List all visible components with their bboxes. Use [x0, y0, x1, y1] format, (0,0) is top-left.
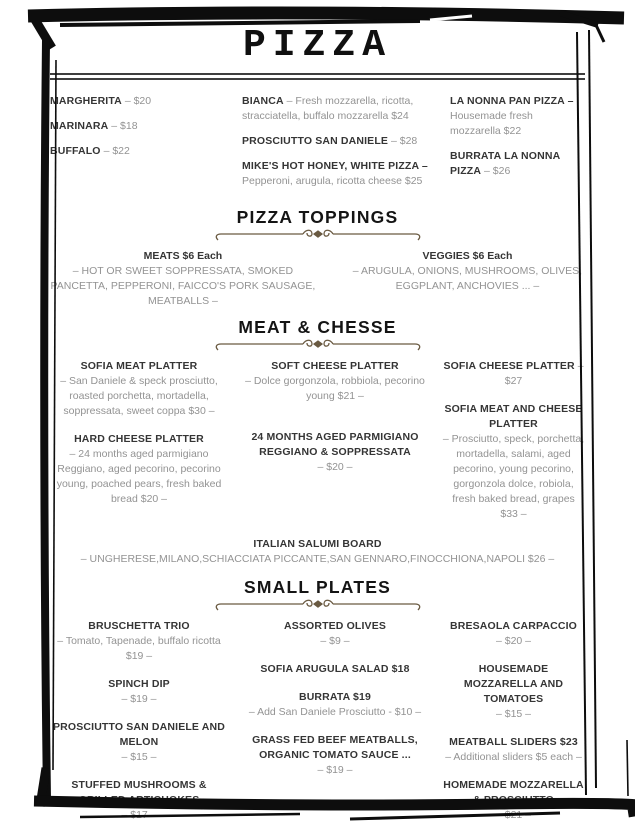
menu-item [242, 159, 438, 189]
menu-item-name: GRASS FED BEEF MEATBALLS, ORGANIC TOMATO SAUCE ... [252, 734, 418, 761]
menu-item-price: – $15 – [495, 708, 532, 720]
toppings-group-title: MEATS $6 Each [143, 250, 223, 262]
menu-item [450, 149, 585, 179]
menu-item [50, 720, 228, 765]
menu-item [240, 359, 430, 404]
menu-item-name: BIANCA [242, 95, 284, 107]
menu-item [442, 359, 585, 389]
scroll-flourish-divider-icon [213, 339, 423, 352]
title-rule [50, 73, 585, 80]
menu-item-name: BRUSCHETTA TRIO [88, 620, 190, 632]
menu-item-desc: – 24 months aged parmigiano Reggiano, aged pecorino, pecorino young, poached pears, fresh baked bread $20 – [56, 448, 222, 505]
menu-item-price: – $28 [390, 135, 418, 147]
menu-item-name: MEATBALL SLIDERS $23 [449, 736, 578, 748]
menu-item-name: SOFIA CHEESE PLATTER [443, 360, 575, 372]
menu-item [50, 778, 228, 823]
menu-item [50, 94, 230, 109]
pizza-column-1 [50, 94, 230, 199]
menu-item [450, 94, 585, 139]
menu-item-name: PROSCIUTTO SAN DANIELE AND MELON [53, 721, 225, 748]
menu-item [240, 430, 430, 475]
menu-item-desc: – Fresh mozzarella, ricotta, stracciatella, buffalo mozzarella $24 [242, 95, 414, 122]
menu-item [442, 735, 585, 765]
small-plates-column-1 [50, 619, 228, 836]
menu-item-desc: – Additional sliders $5 each – [445, 751, 582, 763]
menu-item-name: SOFIA MEAT PLATTER [80, 360, 198, 372]
pizza-column-3 [450, 94, 585, 199]
small-plates-column-2 [240, 619, 430, 836]
menu-item-name: SOFIA MEAT AND CHEESE PLATTER [444, 403, 583, 430]
menu-item-price: – $19 – [121, 693, 157, 705]
menu-item-price: – $20 – [317, 461, 353, 473]
menu-item-name: STUFFED MUSHROOMS & GRILLED ARTICHOKES [71, 779, 207, 806]
menu-item-price: – $20 – [495, 635, 532, 647]
menu-item-name: HOMEMADE MOZZARELLA & PROSCIUTTO [443, 779, 584, 806]
menu-item-desc: – San Daniele & speck prosciutto, roasted porchetta, mortadella, soppressata, sweet coppa $30 – [60, 375, 218, 417]
menu-item [50, 359, 228, 419]
section-header-small-plates: SMALL PLATES [244, 577, 391, 597]
menu-item [240, 662, 430, 677]
menu-item-name: BURRATA LA NONNA PIZZA [450, 150, 560, 177]
menu-item-price: – $21 – [495, 809, 532, 821]
menu-item-price: – $22 [103, 145, 130, 157]
menu-item [240, 690, 430, 720]
menu-item-price: – $9 – [320, 635, 350, 647]
menu-item-name: LA NONNA PAN PIZZA – [450, 95, 574, 107]
menu-item-price: – $27 [504, 360, 584, 387]
menu-item-name: BURRATA $19 [298, 691, 372, 703]
menu-item-price: – $17 – [121, 809, 157, 821]
meat-cheese-column-3 [442, 359, 585, 535]
menu-item [50, 144, 230, 159]
menu-item-name: HARD CHEESE PLATTER [74, 433, 204, 445]
menu-item-name: MIKE'S HOT HONEY, WHITE PIZZA – [242, 160, 428, 172]
menu-item-desc: – Add San Daniele Prosciutto - $10 – [248, 706, 422, 718]
menu-item [442, 662, 585, 722]
pizza-section [50, 94, 585, 199]
menu-item-name: MARINARA [50, 120, 109, 132]
menu-item [242, 134, 438, 149]
menu-item [50, 119, 230, 134]
menu-item [242, 94, 438, 124]
pizza-column-2 [242, 94, 438, 199]
menu-item-desc: – UNGHERESE,MILANO,SCHIACCIATA PICCANTE,SAN GENNARO,FINOCCHIONA,NAPOLI $26 – [80, 553, 555, 565]
meat-cheese-section [50, 359, 585, 535]
page-title: PIZZA [242, 24, 393, 67]
menu-item-name: BUFFALO [50, 145, 101, 157]
small-plates-column-3 [442, 619, 585, 836]
menu-item-price: – $26 [484, 165, 511, 177]
menu-item [442, 402, 585, 522]
menu-item-price: – $15 – [121, 751, 157, 763]
menu-item-price: – $19 – [317, 764, 353, 776]
toppings-meats [50, 249, 316, 309]
menu-item-desc: – Prosciutto, speck, porchetta, mortadella, salami, aged pecorino, young pecorino, gorgonzola dolce, robiola, fresh baked bread, grapes $33 – [442, 433, 585, 520]
menu-item-price: – $18 [111, 120, 138, 132]
menu-item [442, 619, 585, 649]
menu-item [50, 619, 228, 664]
menu-item-desc: Pepperoni, arugula, ricotta cheese $25 [242, 175, 423, 187]
italian-salumi-board-item [50, 537, 585, 567]
small-plates-section [50, 619, 585, 836]
toppings-group-items: – ARUGULA, ONIONS, MUSHROOMS, OLIVES, EGGPLANT, ANCHOVIES ... – [352, 265, 583, 292]
menu-item-name: SPINCH DIP [108, 678, 170, 690]
section-header-pizza-toppings: PIZZA TOPPINGS [236, 207, 399, 227]
menu-item-name: SOFT CHEESE PLATTER [271, 360, 399, 372]
toppings-group-items: – HOT OR SWEET SOPPRESSATA, SMOKED PANCETTA, PEPPERONI, FAICCO'S PORK SAUSAGE, MEATBALLS – [50, 265, 316, 307]
menu-item-name: MARGHERITA [50, 95, 122, 107]
toppings-section [50, 249, 611, 309]
menu-item-name: PROSCIUTTO SAN DANIELE [242, 135, 389, 147]
menu-item-desc: Housemade fresh mozzarella $22 [450, 110, 533, 137]
toppings-veggies [324, 249, 611, 309]
menu-item-desc: – Dolce gorgonzola, robbiola, pecorino young $21 – [245, 375, 425, 402]
menu-item-name: SOFIA ARUGULA SALAD $18 [260, 663, 410, 675]
menu-page [50, 18, 585, 836]
menu-item-price: – $20 [124, 95, 152, 107]
section-header-meat-cheese: MEAT & CHESSE [238, 317, 397, 337]
menu-item-name: ASSORTED OLIVES [283, 620, 386, 632]
menu-item [240, 619, 430, 649]
scroll-flourish-divider-icon [213, 229, 423, 242]
menu-item-name: ITALIAN SALUMI BOARD [253, 538, 382, 550]
menu-item [442, 778, 585, 823]
scroll-flourish-divider-icon [213, 599, 423, 612]
menu-item-name: 24 MONTHS AGED PARMIGIANO REGGIANO & SOPPRESSATA [251, 431, 419, 458]
menu-item [50, 432, 228, 507]
toppings-group-title: VEGGIES $6 Each [422, 250, 513, 262]
menu-item-name: HOUSEMADE MOZZARELLA AND TOMATOES [463, 663, 564, 705]
menu-item [240, 733, 430, 778]
menu-item-desc: – Tomato, Tapenade, buffalo ricotta $19 – [57, 635, 221, 662]
menu-item [50, 677, 228, 707]
menu-item-name: BRESAOLA CARPACCIO [450, 620, 577, 632]
meat-cheese-column-1 [50, 359, 228, 535]
meat-cheese-column-2 [240, 359, 430, 535]
